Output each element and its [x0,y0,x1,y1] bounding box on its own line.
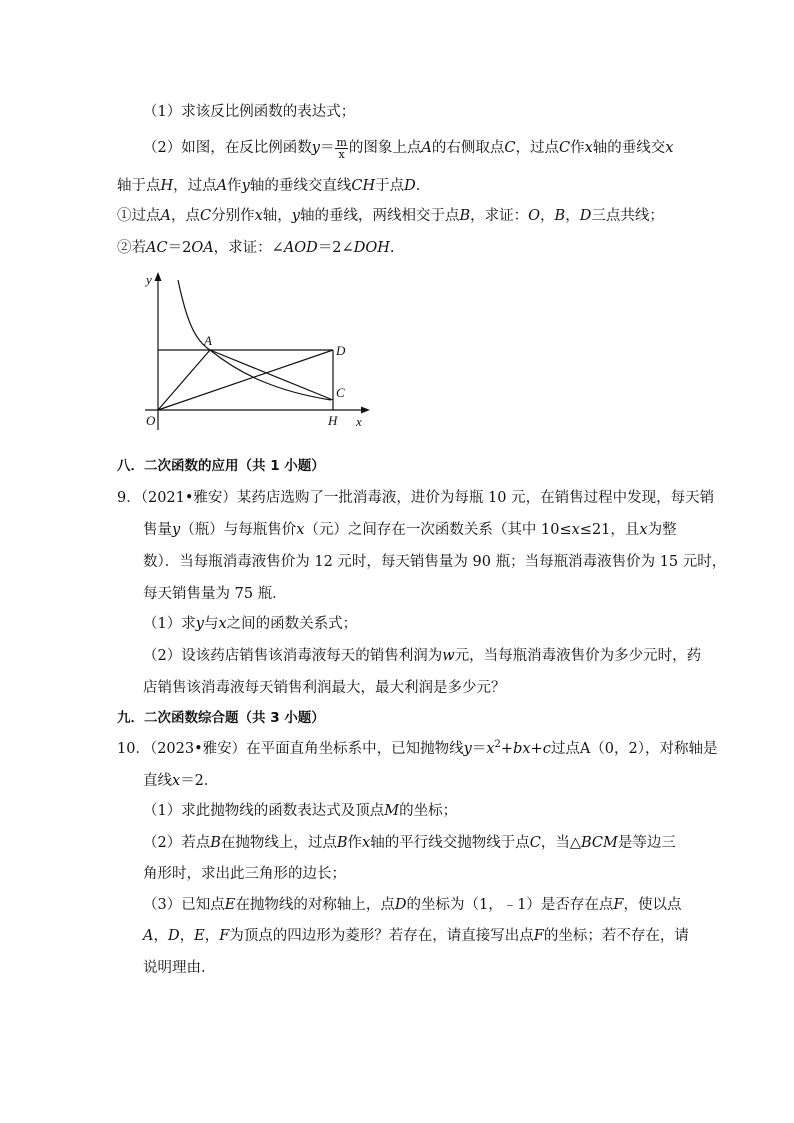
x-axis-arrow [361,407,370,414]
hyperbola-curve [178,280,331,400]
q9-part2-line2: 店销售该消毒液每天销售利润最大，最大利润是多少元？ [143,680,506,696]
q8-part2-line2: 轴于点H，过点A作y轴的垂线交直线CH于点D. [117,178,421,194]
label-O: O [146,413,156,428]
q9-line2: 售量y（瓶）与每瓶售价x（元）之间存在一次函数关系（其中 10≤x≤21，且x为整 [143,522,677,538]
q10-part3-line1: （3）已知点E在抛物线的对称轴上，点D的坐标为（1，﹣1）是否存在点F，使以点 [143,897,682,913]
label-D: D [336,343,346,358]
label-H: H [328,413,338,428]
q10-line1: 10．（2023•雅安）在平面直角坐标系中，已知抛物线$y=x^2+bx+c$过点A（0，2），对称轴是 [117,739,718,757]
y-axis-arrow [155,272,162,281]
label-A: A [204,333,212,348]
section-9-heading: 九．二次函数综合题（共 3 小题） [117,710,325,726]
label-C: C [336,385,345,400]
q9-line3: 数）．当每瓶消毒液售价为 12 元时，每天销售量为 90 瓶；当每瓶消毒液售价为 15 元时， [143,554,727,570]
fraction-m-over-x: $\frac{m}{x}$ [336,135,347,161]
section-8-heading: 八．二次函数的应用（共 1 小题） [117,458,325,474]
hyperbola-figure [140,268,380,438]
label-x: x [356,414,362,429]
q10-part3-line2: A，D，E，F为顶点的四边形为菱形？若存在，请直接写出点F的坐标；若不存在，请 [143,928,689,944]
q10-part1: （1）求此抛物线的函数表达式及顶点M的坐标； [143,803,458,819]
q8-sub2: ②若AC＝2OA，求证：∠AOD＝2∠DOH. [117,240,395,256]
q8-part2-line1: （2）如图，在反比例函数y＝ $\frac{m}{x}$ 的图象上点A的右侧取点C，过点C作x轴的垂线交x [143,135,674,161]
q9-line1: 9．（2021•雅安）某药店选购了一批消毒液，进价为每瓶 10 元，在销售过程中发现，每天销 [117,490,715,506]
q8-part1: （1）求该反比例函数的表达式； [143,104,356,120]
q10-part2-line2: 角形时，求出此三角形的边长； [143,866,346,882]
label-y: y [146,272,152,287]
q10-part3-line3: 说明理由． [143,960,216,976]
q9-part2-line1: （2）设该药店销售该消毒液每天的销售利润为w元，当每瓶消毒液售价为多少元时，药 [143,648,702,664]
line-AC [210,350,333,400]
q10-line2: 直线x＝2． [143,773,219,789]
q9-part1: （1）求y与x之间的函数关系式； [143,616,358,632]
q9-line4: 每天销售量为 75 瓶． [143,586,287,602]
q8-sub1: ①过点A，点C分别作x轴，y轴的垂线，两线相交于点B，求证：O，B，D三点共线； [117,208,664,224]
q10-part2-line1: （2）若点B在抛物线上，过点B作x轴的平行线交抛物线于点C，当△BCM是等边三 [143,835,676,851]
